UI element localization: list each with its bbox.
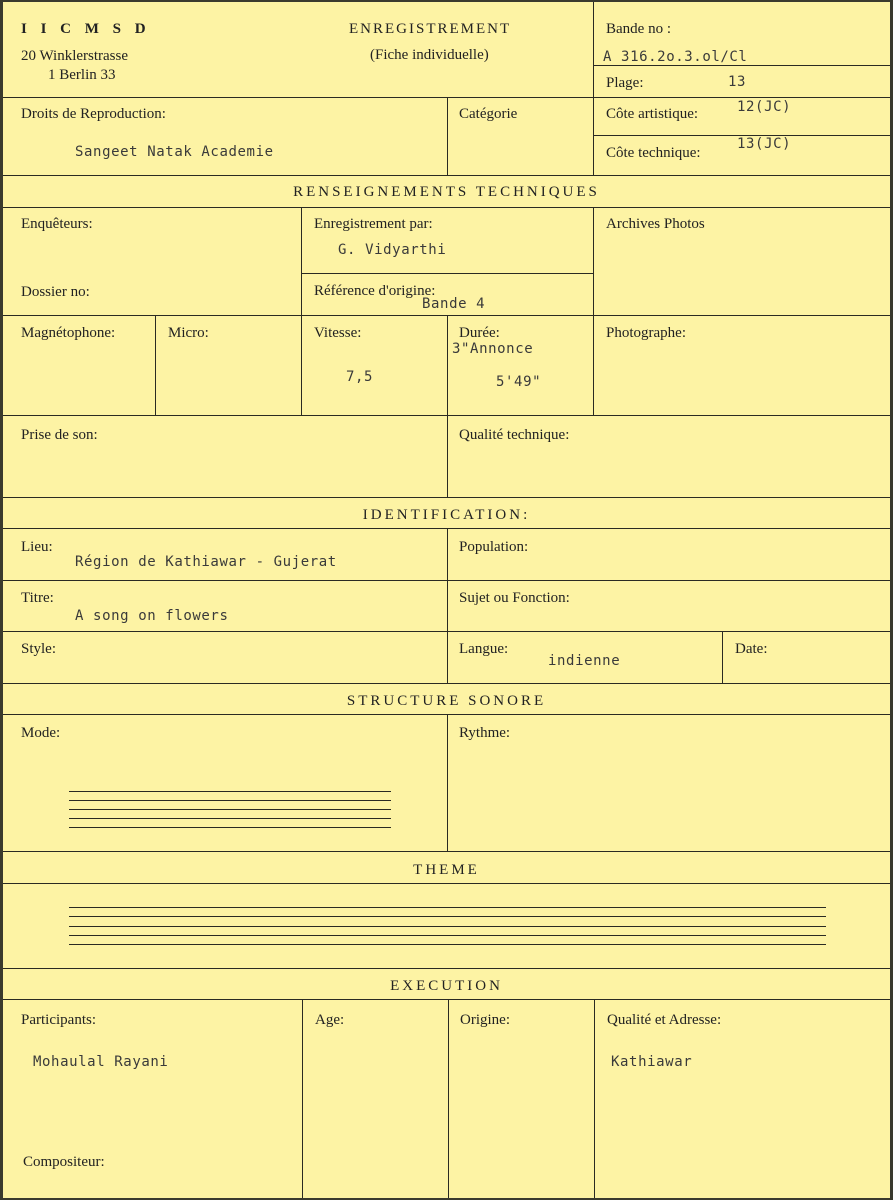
section-heading-execution: EXECUTION (390, 978, 503, 994)
plage-label: Plage: (606, 75, 644, 91)
rights-label: Droits de Reproduction: (21, 106, 166, 122)
line-plage-top (593, 65, 890, 66)
lieu-value: Région de Kathiawar - Gujerat (75, 554, 337, 570)
line-v-rythme (447, 714, 448, 851)
mode-staff-line (69, 791, 391, 792)
line-v-date (722, 631, 723, 683)
bande-value: A 316.2o.3.ol/Cl (603, 49, 748, 65)
theme-staff-line (69, 935, 826, 936)
lieu-label: Lieu: (21, 539, 53, 555)
mode-staff-line (69, 827, 391, 828)
reference-label: Référence d'origine: (314, 283, 436, 299)
participants-value: Mohaulal Rayani (33, 1054, 169, 1070)
recording-form-card (3, 2, 890, 1198)
line-rights-bottom (3, 175, 890, 176)
participants-label: Participants: (21, 1012, 96, 1028)
line-v-qualite-adresse (594, 999, 595, 1198)
duree-label: Durée: (459, 325, 500, 341)
line-style-bottom (3, 683, 890, 684)
theme-staff-line (69, 916, 826, 917)
bande-label: Bande no : (606, 21, 671, 37)
cote-artistique-value: 12(JC) (737, 99, 792, 115)
cote-artistique-label: Côte artistique: (606, 106, 699, 122)
qualite-adresse-label: Qualité et Adresse: (607, 1012, 722, 1028)
enregistrement-value: G. Vidyarthi (338, 242, 447, 258)
address-line-1: 20 Winklerstrasse (21, 48, 129, 64)
photographe-label: Photographe: (606, 325, 686, 341)
form-title: ENREGISTREMENT (349, 21, 512, 37)
reference-value: Bande 4 (422, 296, 486, 312)
origine-label: Origine: (460, 1012, 510, 1028)
dossier-label: Dossier no: (21, 284, 90, 300)
theme-staff-line (69, 907, 826, 908)
line-prise-bottom (3, 497, 890, 498)
qualite-adresse-value: Kathiawar (611, 1054, 693, 1070)
section-heading-technique: RENSEIGNEMENTS TECHNIQUES (293, 184, 600, 200)
line-v-age (302, 999, 303, 1198)
line-v-categorie (447, 97, 448, 175)
line-v-enregistrement (301, 207, 302, 415)
langue-label: Langue: (459, 641, 509, 657)
style-label: Style: (21, 641, 57, 657)
rights-value: Sangeet Natak Academie (75, 144, 274, 160)
line-v-micro (155, 315, 156, 415)
duree-value-annonce: 3"Annonce (452, 341, 534, 357)
line-reference-top (301, 273, 593, 274)
rythme-label: Rythme: (459, 725, 511, 741)
mode-staff-line (69, 818, 391, 819)
enqueteurs-label: Enquêteurs: (21, 216, 93, 232)
date-label: Date: (735, 641, 768, 657)
line-theme-heading-bottom (3, 883, 890, 884)
section-heading-structure: STRUCTURE SONORE (346, 693, 547, 709)
theme-staff-line (69, 944, 826, 945)
sujet-fonction-label: Sujet ou Fonction: (459, 590, 570, 606)
line-execution-heading-bottom (3, 999, 890, 1000)
langue-value: indienne (548, 653, 621, 669)
enregistrement-label: Enregistrement par: (314, 216, 433, 232)
titre-value: A song on flowers (75, 608, 229, 624)
line-v-bande (593, 2, 594, 175)
age-label: Age: (315, 1012, 345, 1028)
mode-label: Mode: (21, 725, 61, 741)
section-heading-theme: THEME (413, 862, 480, 878)
theme-staff-line (69, 926, 826, 927)
line-v-archives (593, 207, 594, 415)
address-line-2: 1 Berlin 33 (48, 67, 116, 83)
cote-technique-value: 13(JC) (737, 136, 792, 152)
vitesse-label: Vitesse: (314, 325, 362, 341)
line-v-ident (447, 528, 448, 683)
duree-value-time: 5'49" (496, 374, 542, 390)
section-heading-identification: IDENTIFICATION: (362, 507, 531, 523)
compositeur-label: Compositeur: (23, 1154, 105, 1170)
line-theme-bottom (3, 968, 890, 969)
line-v-origine (448, 999, 449, 1198)
categorie-label: Catégorie (459, 106, 518, 122)
archives-photos-label: Archives Photos (606, 216, 705, 232)
population-label: Population: (459, 539, 529, 555)
institution-logo: I I C M S D (21, 21, 151, 37)
mode-staff-line (69, 809, 391, 810)
line-v-duree (447, 315, 448, 415)
mode-staff-line (69, 800, 391, 801)
micro-label: Micro: (168, 325, 209, 341)
cote-technique-label: Côte technique: (606, 145, 701, 161)
line-tech-heading-bottom (3, 207, 890, 208)
line-v-qualite-tech (447, 415, 448, 497)
form-subtitle: (Fiche individuelle) (370, 47, 489, 63)
plage-value: 13 (728, 74, 747, 90)
titre-label: Titre: (21, 590, 54, 606)
line-mode-bottom (3, 851, 890, 852)
vitesse-value: 7,5 (346, 369, 374, 385)
qualite-technique-label: Qualité technique: (459, 427, 570, 443)
prise-de-son-label: Prise de son: (21, 427, 98, 443)
magnetophone-label: Magnétophone: (21, 325, 116, 341)
